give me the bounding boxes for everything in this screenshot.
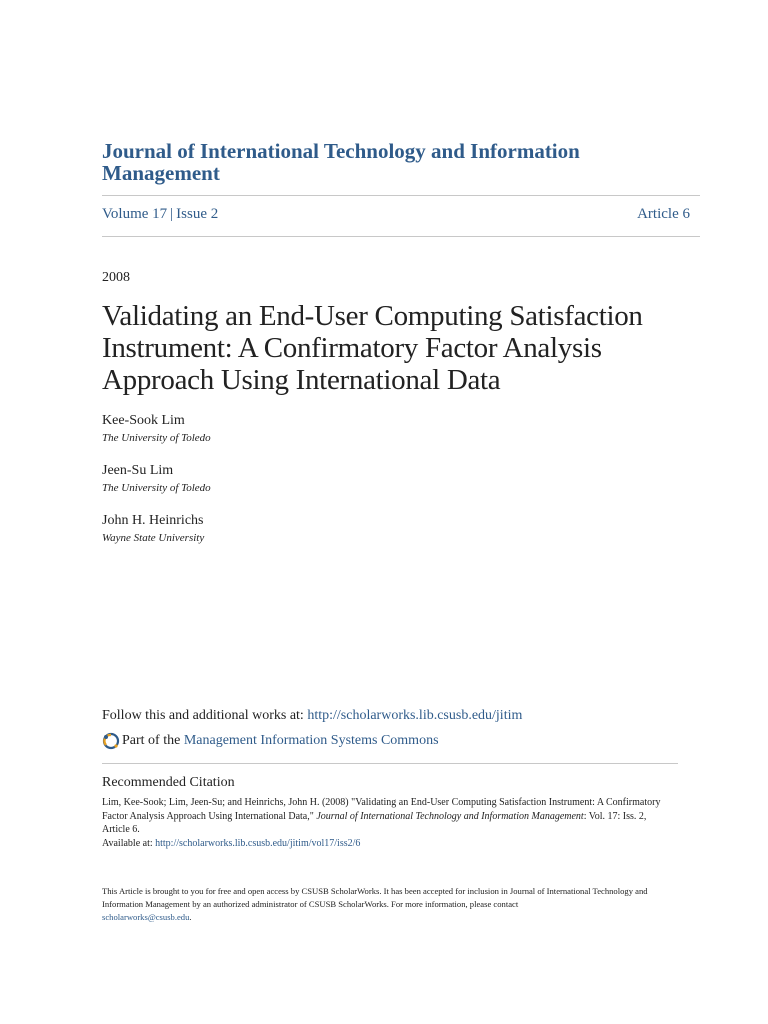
author-name: Jeen-Su Lim bbox=[102, 463, 174, 478]
journal-title[interactable]: Journal of International Technology and Information Management bbox=[102, 139, 580, 185]
publication-year: 2008 bbox=[102, 270, 130, 285]
author-block bbox=[102, 412, 211, 446]
paper-title: Validating an End-User Computing Satisfaction Instrument: A Confirmatory Factor Analysis Approach Using International Data bbox=[102, 300, 643, 396]
divider bbox=[102, 763, 678, 764]
part-of-line bbox=[102, 732, 439, 750]
recommended-citation-heading: Recommended Citation bbox=[102, 775, 235, 790]
footer-text: This Article is brought to you for free and open access by CSUSB ScholarWorks. It has been accepted for inclusion in Journal of International Technology and Information Management by an authorized administrator of CSUSB ScholarWorks. For more information, please contact bbox=[102, 886, 648, 909]
available-label: Available at: bbox=[102, 837, 156, 849]
divider bbox=[102, 236, 700, 237]
author-name: Kee-Sook Lim bbox=[102, 413, 185, 428]
citation-volume: : Vol. 17: Iss. 2, Article 6. bbox=[102, 810, 647, 835]
author-affiliation: Wayne State University bbox=[102, 532, 205, 544]
volume-issue-row bbox=[102, 206, 690, 223]
author-block bbox=[102, 512, 204, 546]
author-affiliation: The University of Toledo bbox=[102, 482, 211, 494]
commons-network-icon bbox=[102, 732, 120, 750]
author-name: John H. Heinrichs bbox=[102, 513, 204, 528]
citation-body: Lim, Kee-Sook; Lim, Jeen-Su; and Heinrichs, John H. (2008) "Validating an End-User Computing Satisfaction Instrument: A Confirmatory Factor Analysis Approach Using International Data," bbox=[102, 797, 661, 822]
divider bbox=[102, 195, 700, 196]
separator: | bbox=[170, 206, 174, 222]
follow-line bbox=[102, 708, 522, 724]
article-link[interactable]: Article 6 bbox=[637, 206, 690, 222]
follow-text: Follow this and additional works at: bbox=[102, 708, 308, 723]
citation-text bbox=[102, 796, 662, 850]
footer-end: . bbox=[189, 912, 192, 922]
follow-url-link[interactable]: http://scholarworks.lib.csusb.edu/jitim bbox=[307, 708, 523, 723]
available-url-link[interactable]: http://scholarworks.lib.csusb.edu/jitim/vol17/iss2/6 bbox=[155, 837, 361, 849]
footer-notice bbox=[102, 885, 662, 924]
author-affiliation: The University of Toledo bbox=[102, 432, 211, 444]
part-of-text: Part of the bbox=[122, 733, 181, 748]
issue-link[interactable]: Issue 2 bbox=[176, 206, 219, 222]
contact-email-link[interactable]: scholarworks@csusb.edu bbox=[102, 912, 190, 922]
citation-journal: Journal of International Technology and Information Management bbox=[316, 810, 584, 822]
commons-link[interactable]: Management Information Systems Commons bbox=[183, 733, 439, 748]
author-block bbox=[102, 462, 211, 496]
volume-link[interactable]: Volume 17 bbox=[102, 206, 168, 222]
